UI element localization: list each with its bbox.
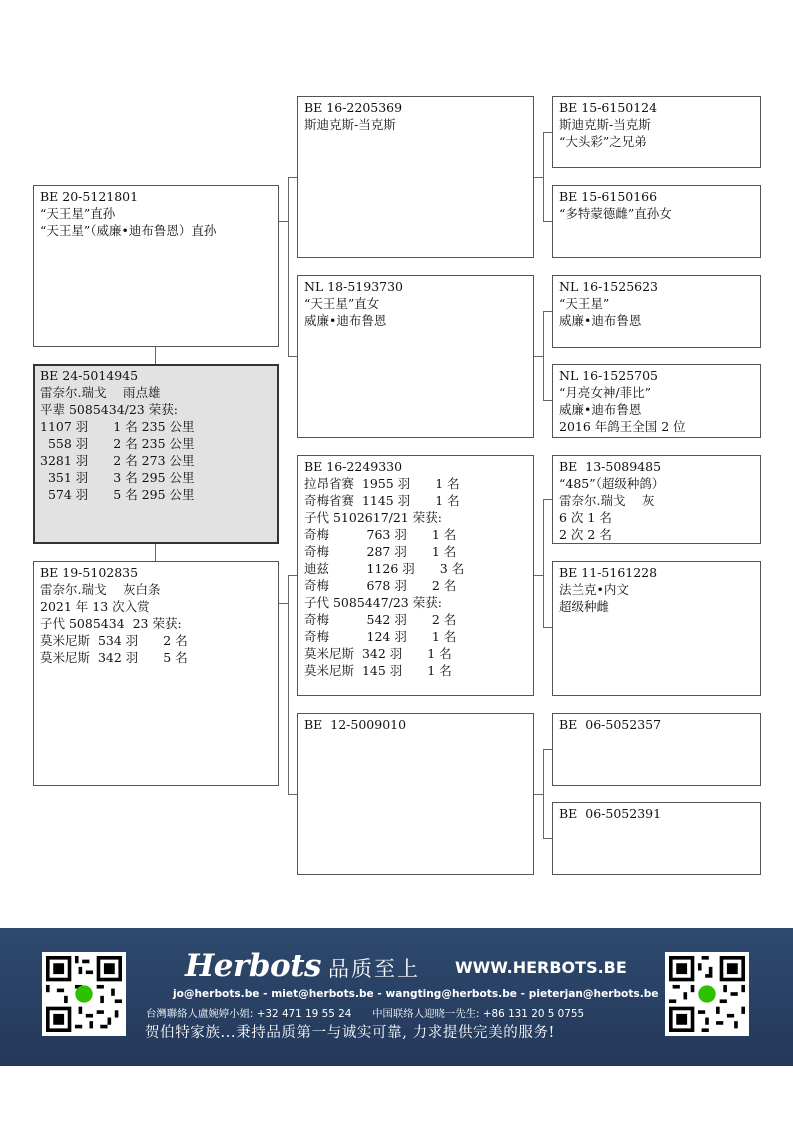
pedigree-text-line: 威廉•迪布鲁恩: [304, 313, 387, 328]
pedigree-text-line: 雷奈尔.瑞戈 灰: [559, 493, 655, 508]
pedigree-text-line: 迪兹 1126 羽 3 名: [304, 561, 465, 576]
email-contacts[interactable]: jo@herbots.be - miet@herbots.be - wangting@herbots.be - pieterjan@herbots.be: [173, 988, 659, 1000]
pedigree-text-line: “天王星”直女: [304, 296, 380, 311]
connector-line: [155, 347, 156, 364]
pedigree-text-line: “485”（超级种鸽）: [559, 476, 665, 491]
pedigree-box-sire-dam: [297, 275, 534, 438]
brand-row: [185, 948, 625, 984]
pedigree-text-line: 威廉•迪布鲁恩: [559, 313, 642, 328]
pedigree-text-line: 558 羽 2 名 235 公里: [40, 436, 195, 451]
pedigree-text-line: 莫米尼斯 342 羽 1 名: [304, 646, 452, 661]
qr-code-icon: [669, 956, 745, 1032]
pedigree-text-line: “多特蒙德雌”直孙女: [559, 206, 672, 221]
connector-line: [543, 311, 552, 312]
ring-number: BE 12-5009010: [304, 717, 407, 732]
pedigree-text-line: 超级种雌: [559, 599, 610, 614]
connector-line: [543, 838, 552, 839]
pedigree-text-line: 子代 5085447/23 荣获:: [304, 595, 442, 610]
pedigree-box-subject: [33, 364, 279, 544]
pedigree-text-line: 子代 5102617/21 荣获:: [304, 510, 442, 525]
connector-line: [279, 221, 288, 222]
pedigree-text-line: 斯迪克斯-当克斯: [559, 117, 651, 132]
herbots-logo: Herbots: [185, 948, 321, 984]
pedigree-text-line: 子代 5085434 23 荣获:: [40, 616, 182, 631]
pedigree-text-line: 雷奈尔.瑞戈 雨点雄: [40, 385, 161, 400]
ring-number: BE 13-5089485: [559, 459, 662, 474]
connector-line: [543, 499, 552, 500]
pedigree-text-line: 3281 羽 2 名 273 公里: [40, 453, 195, 468]
pedigree-text-line: 奇梅 542 羽 2 名: [304, 612, 457, 627]
connector-line: [534, 356, 543, 357]
connector-line: [288, 575, 289, 794]
pedigree-text-line: 奇梅 763 羽 1 名: [304, 527, 457, 542]
connector-line: [543, 400, 552, 401]
pedigree-text-line: “天王星”: [559, 296, 610, 311]
pedigree-text-line: 莫米尼斯 342 羽 5 名: [40, 650, 188, 665]
website-link[interactable]: WWW.HERBOTS.BE: [455, 958, 627, 977]
pedigree-text-line: 莫米尼斯 145 羽 1 名: [304, 663, 452, 678]
pedigree-text-line: 6 次 1 名: [559, 510, 612, 525]
pedigree-box-dam-dam: [297, 713, 534, 875]
pedigree-text-line: 莫米尼斯 534 羽 2 名: [40, 633, 188, 648]
pedigree-text-line: 斯迪克斯-当克斯: [304, 117, 396, 132]
pedigree-text-line: 平辈 5085434/23 荣获:: [40, 402, 178, 417]
ring-number: BE 16-2205369: [304, 100, 403, 115]
brand-slogan: 品质至上: [328, 957, 420, 981]
pedigree-box-g5: [552, 455, 761, 544]
connector-line: [279, 603, 288, 604]
pedigree-text-line: 574 羽 5 名 295 公里: [40, 487, 195, 502]
pedigree-text-line: 1107 羽 1 名 235 公里: [40, 419, 195, 434]
pedigree-text-line: “天王星”（威廉•迪布鲁恩）直孙: [40, 223, 217, 238]
connector-line: [543, 627, 552, 628]
ring-number: NL 18-5193730: [304, 279, 404, 294]
qr-code-left[interactable]: [42, 952, 126, 1036]
pedigree-text-line: 奇梅 124 羽 1 名: [304, 629, 457, 644]
pedigree-text-line: 2016 年鸽王全国 2 位: [559, 419, 686, 434]
ring-number: BE 06-5052357: [559, 717, 662, 732]
pedigree-box-dam: [33, 561, 279, 786]
connector-line: [543, 749, 544, 839]
connector-line: [534, 575, 543, 576]
connector-line: [288, 177, 289, 357]
pedigree-box-sire: [33, 185, 279, 347]
pedigree-text-line: 奇梅 678 羽 2 名: [304, 578, 457, 593]
ring-number: BE 06-5052391: [559, 806, 662, 821]
pedigree-box-g6: [552, 561, 761, 696]
footer-banner: [0, 928, 793, 1066]
connector-line: [288, 575, 297, 576]
pedigree-text-line: 2021 年 13 次入赏: [40, 599, 150, 614]
pedigree-text-line: “大头彩”之兄弟: [559, 134, 647, 149]
ring-number: BE 15-6150166: [559, 189, 658, 204]
pedigree-box-g8: [552, 802, 761, 875]
connector-line: [534, 177, 543, 178]
connector-line: [534, 794, 543, 795]
qr-code-icon: [46, 956, 122, 1032]
pedigree-text-line: 威廉•迪布鲁恩: [559, 402, 642, 417]
connector-line: [288, 356, 297, 357]
phone-contacts: 台灣聯絡人盧婉婷小姐: +32 471 19 55 24 中国联络人迎晓一先生: +86 131 20 5 0755: [146, 1008, 585, 1020]
pedigree-box-g1: [552, 96, 761, 168]
qr-code-right[interactable]: [665, 952, 749, 1036]
pedigree-box-sire-sire: [297, 96, 534, 258]
connector-line: [543, 132, 544, 222]
pedigree-box-g7: [552, 713, 761, 786]
ring-number: BE 15-6150124: [559, 100, 658, 115]
pedigree-text-line: 奇梅 287 羽 1 名: [304, 544, 457, 559]
ring-number: NL 16-1525623: [559, 279, 659, 294]
ring-number: BE 16-2249330: [304, 459, 403, 474]
ring-number: BE 20-5121801: [40, 189, 139, 204]
ring-number: BE 11-5161228: [559, 565, 658, 580]
ring-number: BE 24-5014945: [40, 368, 139, 383]
pedigree-box-dam-sire: [297, 455, 534, 696]
connector-line: [288, 177, 297, 178]
pedigree-text-line: 2 次 2 名: [559, 527, 612, 542]
connector-line: [155, 544, 156, 561]
connector-line: [543, 221, 552, 222]
connector-line: [543, 311, 544, 401]
connector-line: [543, 499, 544, 628]
pedigree-text-line: 拉昂省赛 1955 羽 1 名: [304, 476, 460, 491]
connector-line: [288, 794, 297, 795]
pedigree-text-line: 351 羽 3 名 295 公里: [40, 470, 195, 485]
company-motto: 贺伯特家族...秉持品质第一与诚实可靠, 力求提供完美的服务!: [145, 1025, 555, 1041]
connector-line: [543, 132, 552, 133]
pedigree-text-line: 法兰克•内文: [559, 582, 629, 597]
pedigree-text-line: 奇梅省赛 1145 羽 1 名: [304, 493, 460, 508]
pedigree-box-g4: [552, 364, 761, 438]
pedigree-text-line: “天王星”直孙: [40, 206, 116, 221]
ring-number: NL 16-1525705: [559, 368, 659, 383]
pedigree-box-g2: [552, 185, 761, 258]
pedigree-text-line: “月亮女神/菲比”: [559, 385, 651, 400]
connector-line: [543, 749, 552, 750]
ring-number: BE 19-5102835: [40, 565, 139, 580]
pedigree-box-g3: [552, 275, 761, 348]
pedigree-text-line: 雷奈尔.瑞戈 灰白条: [40, 582, 161, 597]
